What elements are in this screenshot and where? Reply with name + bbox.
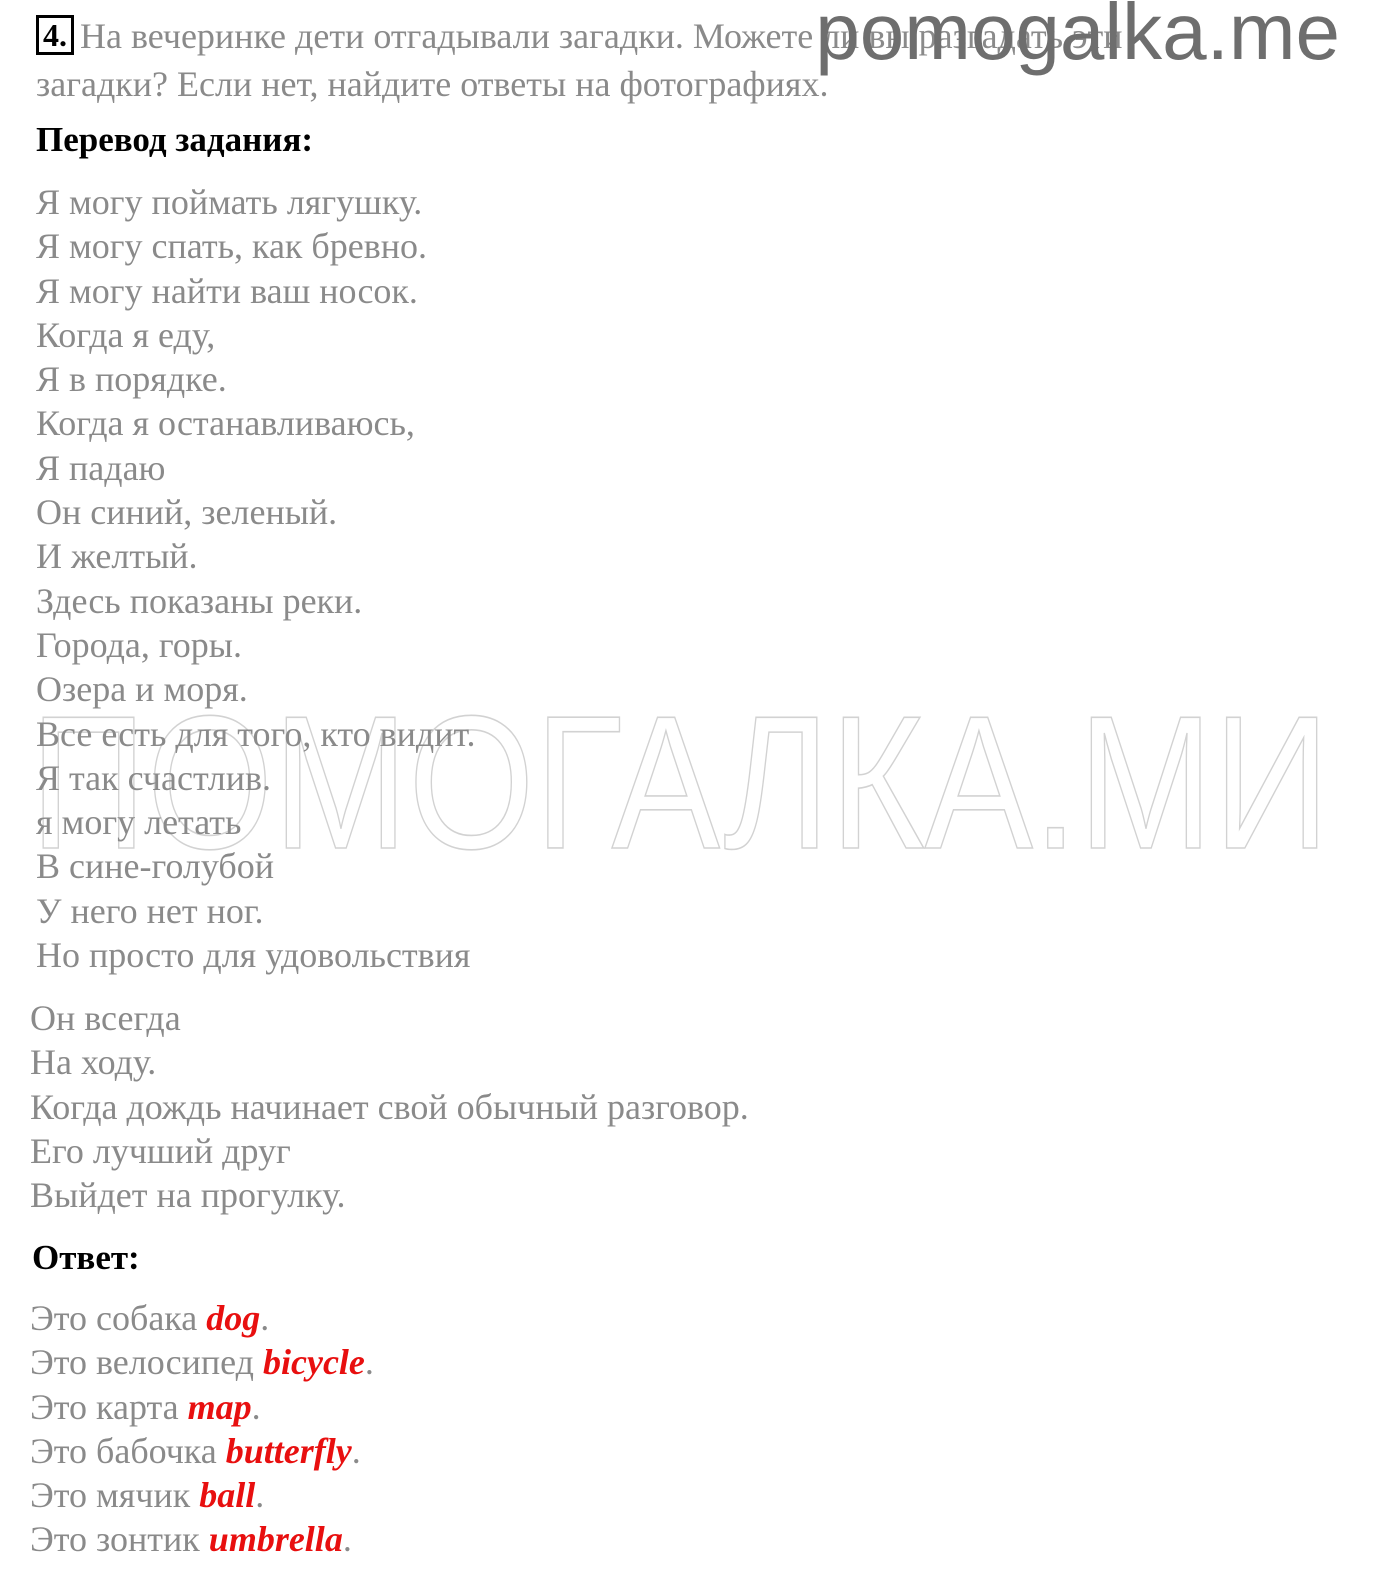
translation-line: Я могу спать, как бревно. [36,226,427,267]
translation-line: Города, горы. [36,624,242,665]
answer-item [30,1296,374,1340]
answer-word: map [187,1386,252,1427]
answer-prefix: Это бабочка [30,1430,226,1471]
site-watermark: pomogalka.me [815,0,1340,76]
answer-suffix: . [364,1342,374,1383]
answer-item [30,1429,374,1473]
answer-suffix: . [342,1519,352,1560]
translation-heading: Перевод задания: [36,120,314,159]
translation-line: Я в порядке. [36,359,227,400]
translation-line: Он синий, зеленый. [36,492,338,533]
translation-line: В сине-голубой [36,846,274,887]
task-text: На вечеринке дети отгадывали загадки. Можете ли вы разгадать эти загадки? Если нет, найдите ответы на фотографиях. [36,16,1123,104]
translation-line: Когда я еду, [36,314,216,355]
translation-line: я могу летать [36,802,242,843]
answer-prefix: Это карта [30,1386,188,1427]
translation-line: Его лучший друг [30,1130,291,1171]
answer-list [30,1296,374,1562]
answer-prefix: Это зонтик [30,1519,209,1560]
translation-line: Здесь показаны реки. [36,580,363,621]
translation-line: Я падаю [36,447,166,488]
answer-word: butterfly [225,1430,352,1471]
translation-line: Я могу найти ваш носок. [36,270,418,311]
answer-heading: Ответ: [32,1238,140,1277]
translation-line: И желтый. [36,536,198,577]
translation-line: Когда я останавливаюсь, [36,403,415,444]
translation-line: Но просто для удовольствия [36,935,471,976]
answer-prefix: Это собака [30,1298,207,1338]
translation-lines-second-block [30,996,749,1217]
answer-word: umbrella [208,1519,343,1560]
translation-line: Я так счастлив. [36,757,272,798]
answer-suffix: . [351,1430,361,1471]
translation-line: На ходу. [30,1042,157,1083]
answer-prefix: Это мячик [30,1475,200,1516]
translation-line: Озера и моря. [36,669,248,710]
translation-line: Я могу поймать лягушку. [36,182,423,222]
answer-prefix: Это велосипед [30,1342,263,1383]
translation-line: Когда дождь начинает свой обычный разговор. [30,1086,749,1127]
answer-suffix: . [260,1298,270,1338]
translation-line: Выйдет на прогулку. [30,1175,346,1216]
center-watermark-text: ПОМОГАЛКА.МИ [30,698,1330,868]
translation-line: У него нет ног. [36,890,264,931]
answer-word: dog [206,1298,261,1338]
answer-item [30,1473,374,1517]
answer-word: ball [199,1475,256,1516]
task-number-badge: 4. [36,15,74,55]
answer-suffix: . [251,1386,261,1427]
answer-word: bicycle [262,1342,365,1383]
answer-item [30,1385,374,1429]
translation-line: Он всегда [30,998,181,1038]
answer-suffix: . [255,1475,265,1516]
answer-item [30,1340,374,1384]
answer-item [30,1517,374,1561]
translation-line: Все есть для того, кто видит. [36,713,476,754]
translation-lines [36,180,476,977]
